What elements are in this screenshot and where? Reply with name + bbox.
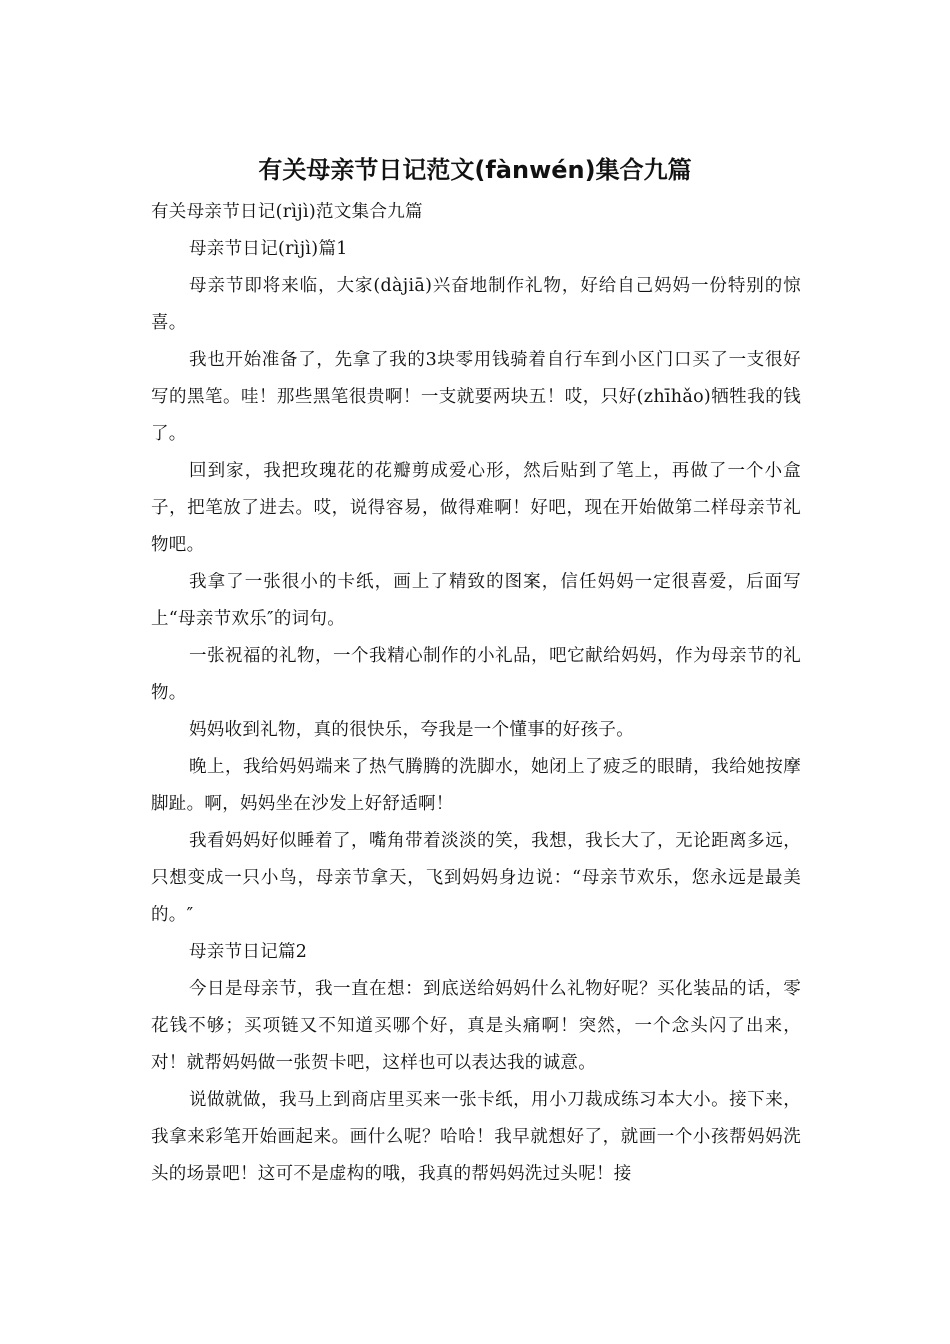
paragraph: 母亲节即将来临，大家(dàjiā)兴奋地制作礼物，好给自己妈妈一份特别的惊喜。 bbox=[151, 276, 801, 333]
section-heading: 母亲节日记篇2 bbox=[189, 942, 308, 962]
paragraph: 今日是母亲节，我一直在想：到底送给妈妈什么礼物好呢？买化装品的话，零花钱不够；买项链又不知道买哪个好，真是头痛啊！突然，一个念头闪了出来，对！就帮妈妈做一张贺卡吧，这样也可以表达我的诚意。 bbox=[151, 979, 801, 1073]
paragraph: 我拿了一张很小的卡纸，画上了精致的图案，信任妈妈一定很喜爱，后面写上“母亲节欢乐″的词句。 bbox=[151, 572, 801, 629]
paragraph: 我看妈妈好似睡着了，嘴角带着淡淡的笑，我想，我长大了，无论距离多远，只想变成一只小鸟，母亲节拿天，飞到妈妈身边说：“母亲节欢乐，您永远是最美的。″ bbox=[151, 831, 801, 925]
document-subtitle: 有关母亲节日记(rìjì)范文集合九篇 bbox=[151, 202, 423, 222]
paragraph: 一张祝福的礼物，一个我精心制作的小礼品，吧它献给妈妈，作为母亲节的礼物。 bbox=[151, 646, 801, 703]
paragraph: 晚上，我给妈妈端来了热气腾腾的洗脚水，她闭上了疲乏的眼睛，我给她按摩脚趾。啊，妈妈坐在沙发上好舒适啊！ bbox=[151, 757, 801, 814]
section-heading: 母亲节日记(rìjì)篇1 bbox=[189, 239, 348, 259]
document-body bbox=[151, 194, 801, 1193]
paragraph: 说做就做，我马上到商店里买来一张卡纸，用小刀裁成练习本大小。接下来，我拿来彩笔开始画起来。画什么呢？哈哈！我早就想好了，就画一个小孩帮妈妈洗头的场景吧！这可不是虚构的哦，我真的帮妈妈洗过头呢！接 bbox=[151, 1090, 801, 1184]
document-title: 有关母亲节日记范文(fànwén)集合九篇 bbox=[258, 156, 692, 184]
paragraph: 妈妈收到礼物，真的很快乐，夸我是一个懂事的好孩子。 bbox=[189, 720, 634, 740]
paragraph: 我也开始准备了，先拿了我的3块零用钱骑着自行车到小区门口买了一支很好写的黑笔。哇！那些黑笔很贵啊！一支就要两块五！哎，只好(zhīhǎo)牺牲我的钱了。 bbox=[151, 350, 801, 444]
paragraph: 回到家，我把玫瑰花的花瓣剪成爱心形，然后贴到了笔上，再做了一个小盒子，把笔放了进去。哎，说得容易，做得难啊！好吧，现在开始做第二样母亲节礼物吧。 bbox=[151, 461, 801, 555]
